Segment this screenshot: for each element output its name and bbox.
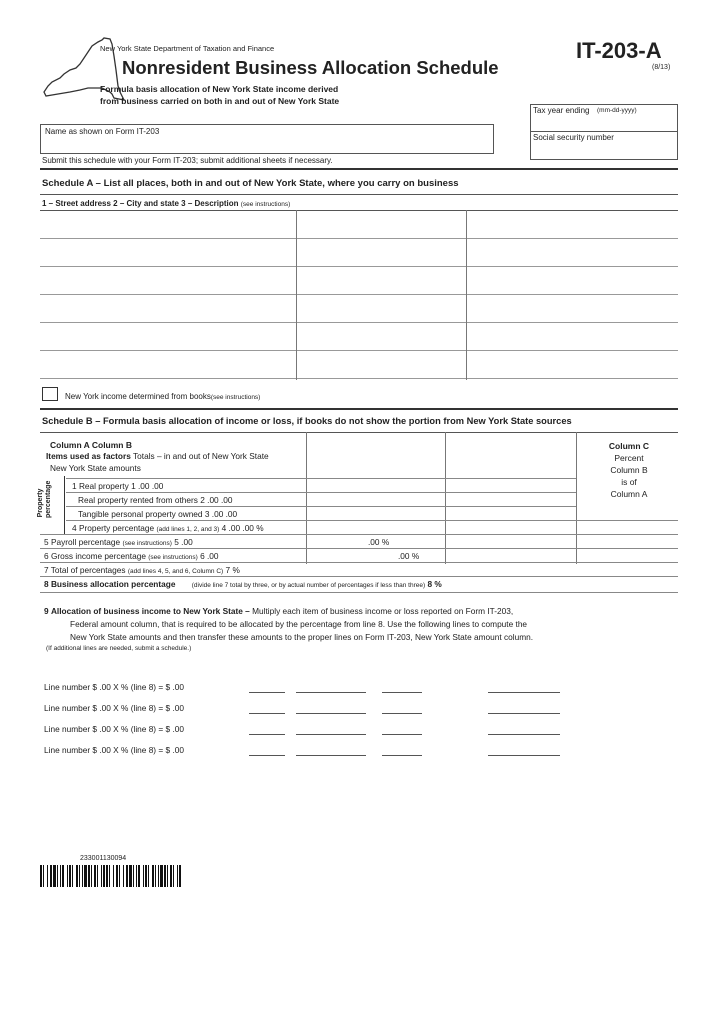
- schedule-a-columns-note: (see instructions): [240, 201, 291, 208]
- barcode: [40, 865, 182, 887]
- tax-year-field[interactable]: [533, 106, 677, 130]
- calc-row[interactable]: Line number $ .00 X % (line 8) = $ .00: [44, 703, 584, 717]
- books-checkbox[interactable]: [42, 387, 58, 401]
- line-5-percent: .00 %: [368, 537, 390, 547]
- name-label: Name as shown on Form IT-203: [45, 127, 160, 136]
- department-name: New York State Department of Taxation and Finance: [100, 44, 275, 53]
- books-checkbox-label: New York income determined from books: [65, 392, 211, 401]
- calc-row[interactable]: Line number $ .00 X % (line 8) = $ .00: [44, 745, 584, 759]
- form-revision: (8/13): [652, 64, 671, 71]
- calc-row[interactable]: Line number $ .00 X % (line 8) = $ .00: [44, 682, 584, 696]
- line-6: 6 Gross income percentage (see instructions) 6 .00: [44, 551, 219, 561]
- form-number: IT-203-A: [576, 38, 662, 63]
- line-9-text-2: Federal amount column, that is required to be allocated by the percentage from line 8. Use the following lines to compute the: [70, 619, 528, 629]
- schedule-b-heading: Schedule B – Formula basis allocation of income or loss, if books do not show the portion from New York State sources: [42, 416, 572, 426]
- line-5: 5 Payroll percentage (see instructions) 5 .00: [44, 537, 193, 547]
- line-3: Tangible personal property owned 3 .00 .00: [78, 509, 238, 519]
- calc-row[interactable]: Line number $ .00 X % (line 8) = $ .00: [44, 724, 584, 738]
- line-4: 4 Property percentage (add lines 1, 2, and 3) 4 .00 .00 %: [72, 523, 264, 533]
- line-8: 8 Business allocation percentage (divide line 7 total by three, or by actual number of percentages if less than three) 8 %: [44, 579, 442, 589]
- barcode-number: 233001130094: [80, 855, 127, 862]
- line-9-title: 9 Allocation of business income to New York State – Multiply each item of business income or loss reported on Form IT-203,: [44, 606, 514, 616]
- ssn-label: Social security number: [533, 133, 614, 142]
- property-percentage-side-label: Property percentage: [37, 480, 52, 518]
- form-subtitle-2: from business carried on both in and out of New York State: [100, 96, 340, 106]
- schedule-a-table[interactable]: [40, 210, 678, 380]
- line-9-text-3: New York State amounts and then transfer these amounts to the proper lines on Form IT-203, New York State amount column.: [70, 632, 534, 642]
- calc-rows: [44, 682, 584, 762]
- line-7: 7 Total of percentages (add lines 4, 5, and 6, Column C) 7 %: [44, 565, 240, 575]
- books-checkbox-note: (see instructions): [210, 394, 261, 401]
- submit-note: Submit this schedule with your Form IT-203; submit additional sheets if necessary.: [42, 156, 333, 165]
- totals-label: Totals – in and out of New York State: [133, 451, 269, 461]
- schedule-a-heading: Schedule A – List all places, both in and out of New York State, where you carry on business: [42, 178, 459, 189]
- tax-year-label: Tax year ending: [533, 106, 590, 115]
- name-field[interactable]: [40, 124, 494, 154]
- nys-amounts-label: New York State amounts: [50, 463, 141, 473]
- column-c-header: Column C Percent Column B is of Column A: [608, 441, 650, 499]
- line-6-percent: .00 %: [398, 551, 420, 561]
- tax-year-hint: (mm-dd-yyyy): [597, 107, 637, 114]
- items-used-label: Items used as factors: [46, 451, 131, 461]
- line-2: Real property rented from others 2 .00 .00: [78, 495, 233, 505]
- ssn-field[interactable]: [533, 133, 677, 159]
- schedule-a-columns: 1 – Street address 2 – City and state 3 – Description: [42, 199, 239, 208]
- line-9-note: (If additional lines are needed, submit a schedule.): [46, 645, 192, 652]
- form-subtitle-1: Formula basis allocation of New York State income derived: [100, 84, 339, 94]
- line-1: 1 Real property 1 .00 .00: [72, 481, 164, 491]
- form-title: Nonresident Business Allocation Schedule: [122, 57, 499, 78]
- column-a-b-header: Column A Column B: [50, 440, 132, 450]
